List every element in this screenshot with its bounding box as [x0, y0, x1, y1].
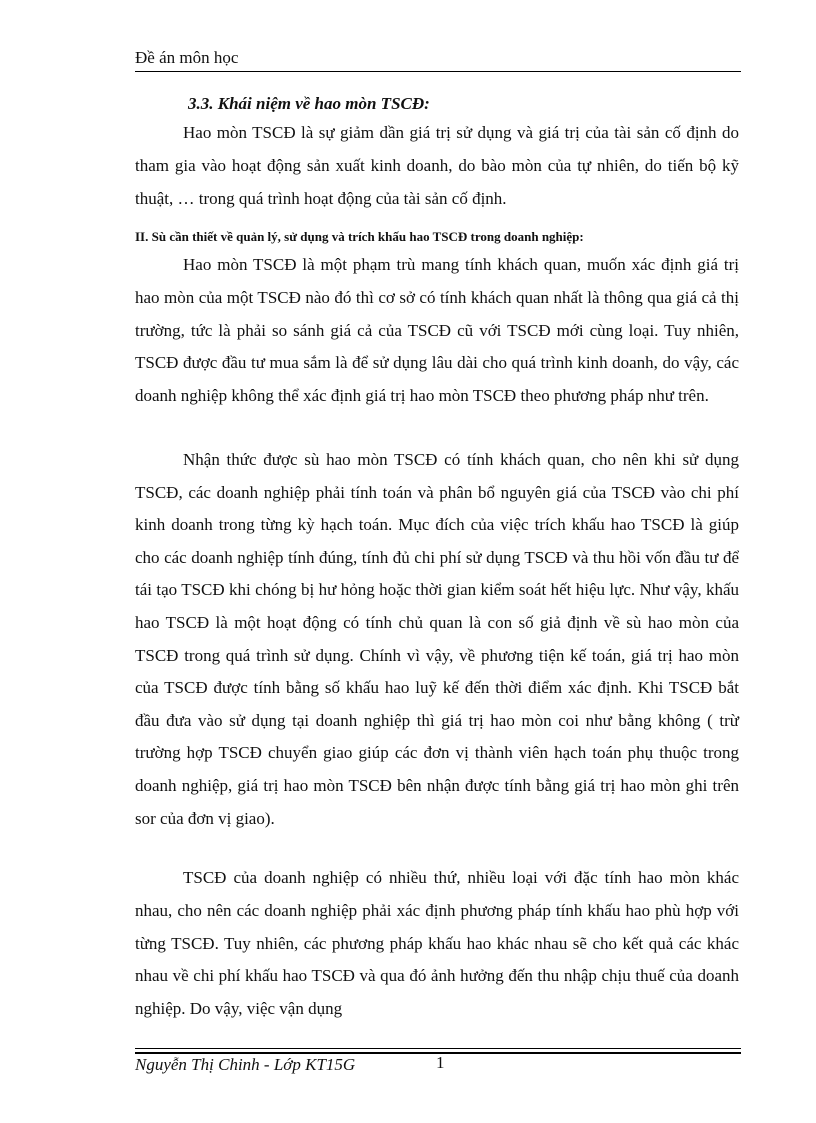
- paragraph-4: TSCĐ của doanh nghiệp có nhiều thứ, nhiều loại với đặc tính hao mòn khác nhau, cho nên các doanh nghiệp phải xác định phương pháp tính khấu hao phù hợp với từng TSCĐ. Tuy nhiên, các phương pháp khấu hao khác nhau sẽ cho kết quả các khác nhau về chi phí khấu hao TSCĐ và qua đó ảnh hưởng đến thu nhập chịu thuế của doanh nghiệp. Do vậy, việc vận dụng: [135, 868, 739, 1019]
- page-number: 1: [436, 1053, 445, 1072]
- subsection-heading: II. Sù cần thiết về quản lý, sử dụng và trích khấu hao TSCĐ trong doanh nghiệp:: [135, 229, 584, 244]
- paragraph-1: Hao mòn TSCĐ là sự giảm dần giá trị sử dụng và giá trị của tài sản cố định do tham gia vào hoạt động sản xuất kinh doanh, do bào mòn của tự nhiên, do tiến bộ kỹ thuật, … trong quá trình hoạt động của tài sản cố định.: [135, 123, 739, 208]
- footer-author: Nguyễn Thị Chinh - Lớp KT15G: [135, 1055, 356, 1074]
- paragraph-3: Nhận thức được sù hao mòn TSCĐ có tính khách quan, cho nên khi sử dụng TSCĐ, các doanh nghiệp phải tính toán và phân bổ nguyên giá của TSCĐ vào chi phí kinh doanh trong từng kỳ hạch toán. Mục đích của việc trích khấu hao TSCĐ là giúp cho các doanh nghiệp tính đúng, tính đủ chi phí sử dụng TSCĐ và thu hồi vốn đầu tư để tái tạo TSCĐ khi chóng bị hư hỏng hoặc thời gian kiểm soát hết hiệu lực. Như vậy, khấu hao TSCĐ là một hoạt động có tính chủ quan là con số giả định về sù hao mòn của TSCĐ trong quá trình sử dụng. Chính vì vậy, về phương tiện kế toán, giá trị hao mòn của TSCĐ được tính bằng số khấu hao luỹ kế đến thời điểm xác định. Khi TSCĐ bắt đầu đưa vào sử dụng tại doanh nghiệp thì giá trị hao mòn coi như bằng không ( trừ trường hợp TSCĐ chuyển giao giúp các đơn vị thành viên hạch toán phụ thuộc trong doanh nghiệp, giá trị hao mòn TSCĐ bên nhận được tính bằng giá trị hao mòn ghi trên sor của đơn vị giao).: [135, 450, 739, 828]
- section-heading: 3.3. Khái niệm về hao mòn TSCĐ:: [188, 94, 430, 113]
- paragraph-2: Hao mòn TSCĐ là một phạm trù mang tính khách quan, muốn xác định giá trị hao mòn của một TSCĐ nào đó thì cơ sở có tính khách quan nhất là thông qua giá cả thị trường, tức là phải so sánh giá cả của TSCĐ cũ với TSCĐ mới cùng loại. Tuy nhiên, TSCĐ được đầu tư mua sắm là để sử dụng lâu dài cho quá trình kinh doanh, do vậy, các doanh nghiệp không thể xác định giá trị hao mòn TSCĐ theo phương pháp như trên.: [135, 255, 739, 406]
- footer-divider-thin: [135, 1048, 741, 1049]
- header-divider: [135, 71, 741, 72]
- header-title: Đề án môn học: [135, 48, 239, 67]
